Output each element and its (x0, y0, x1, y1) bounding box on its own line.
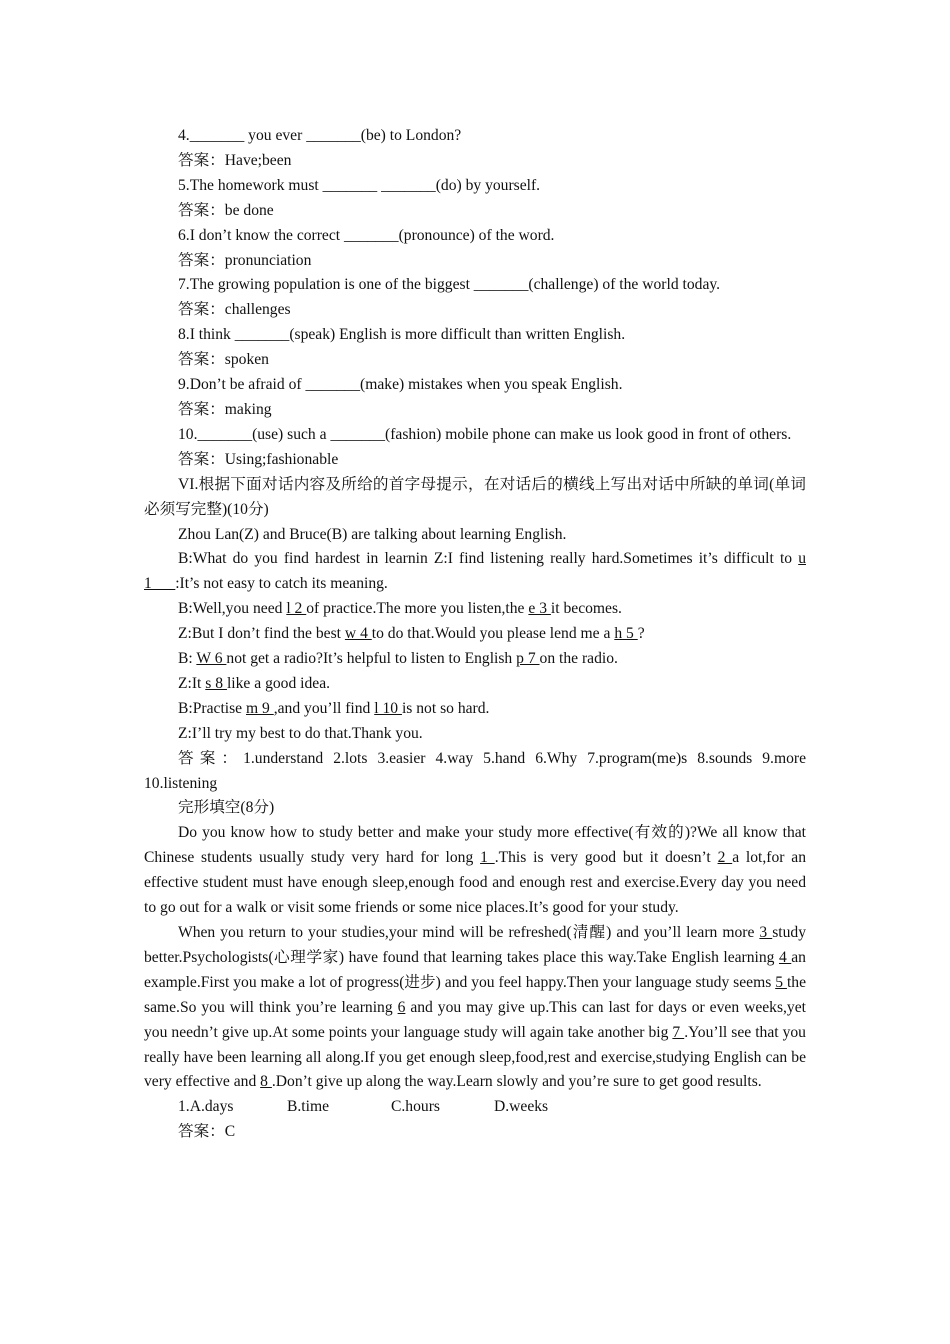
question-6: 6.I don’t know the correct _______(pronounce) of the word. (178, 226, 555, 244)
dialogue-line-7: Z:I’ll try my best to do that.Thank you. (178, 724, 423, 742)
cloze-blank-8: 8 (260, 1073, 272, 1091)
dialogue-text: B:What do you find hardest in learnin Z:I find listening really hard.Sometimes it’s difficult to (178, 550, 799, 568)
cloze-paragraph-2 (144, 921, 806, 1095)
passage-text: .Don’t give up along the way.Learn slowly and you’re sure to get good results. (271, 1073, 762, 1091)
passage-text: an example.First you make a lot of progress(进步) and you feel happy.Then your language study seems (144, 948, 806, 991)
cloze-paragraph-1 (144, 821, 806, 921)
dialogue-text: B: (178, 650, 197, 668)
dialogue-line-2 (144, 597, 806, 622)
dialogue-text: not get a radio?It’s helpful to listen to English (226, 650, 517, 668)
question-8: 8.I think _______(speak) English is more difficult than written English. (178, 326, 626, 344)
dialogue-line-4 (144, 647, 806, 672)
worksheet-page (144, 124, 806, 1145)
passage-text: a lot,for an effective student must have enough sleep,enough food and enough rest and exercise.Every day you need to go out for a walk or visit some friends or some nice places.It’s good for your study. (144, 849, 807, 917)
cloze-blank-3: 3 (759, 924, 773, 941)
dialogue-text: to do that.Would you please lend me a (371, 625, 615, 643)
dialogue-line-6 (144, 697, 806, 722)
blank-1: u 1___ (144, 550, 806, 593)
dialogue-text: B:Well,you need (178, 600, 287, 618)
question-7: 7.The growing population is one of the biggest _______(challenge) of the world today. (178, 276, 721, 294)
cloze-blank-6: 6 (397, 998, 406, 1016)
cloze-blank-2: 2 (717, 849, 733, 867)
blank-8: s 8 (205, 674, 227, 692)
question-5: 5.The homework must _______ _______(do) by yourself. (178, 176, 541, 194)
passage-text: When you return to your studies,your mind will be refreshed(清醒) and you’ll learn more (178, 924, 760, 941)
dialogue-text: B:Practise (178, 699, 246, 717)
cloze-blank-1: 1 (480, 849, 495, 867)
option-d: D.weeks (494, 1098, 549, 1116)
question-10: 10._______(use) such a _______(fashion) mobile phone can make us look good in front of others. (178, 425, 792, 443)
passage-text: Do you know how to study better and make your study more effective(有效的)?We all know that Chinese students usually study very hard for long (144, 824, 806, 867)
dialogue-text: Z:But I don’t find the best (178, 625, 345, 643)
passage-text: .You’ll see that you really have been learning all along.If you get enough sleep,food,rest and exercise,studying English can be very effective and (144, 1023, 806, 1091)
dialogue-text: ,and you’ll find (273, 699, 375, 717)
dialogue-intro: Zhou Lan(Z) and Bruce(B) are talking about learning English. (178, 525, 567, 543)
question-4: 4._______ you ever _______(be) to London? (178, 127, 462, 144)
dialogue-text: like a good idea. (226, 674, 331, 692)
passage-text: the same.So you will think you’re learning (144, 973, 806, 1016)
option-a: 1.A.days (178, 1098, 234, 1116)
dialogue-line-1 (144, 547, 806, 597)
cloze-blank-7: 7 (672, 1023, 685, 1041)
dialogue-text: it becomes. (550, 600, 622, 618)
answer-8: 答案：spoken (178, 351, 269, 369)
section-6-answer: 答案：1.understand 2.lots 3.easier 4.way 5.hand 6.Why 7.program(me)s 8.sounds 9.more 10.listening (144, 749, 806, 792)
dialogue-line-3 (144, 622, 806, 647)
answer-10: 答案：Using;fashionable (178, 450, 339, 468)
dialogue-text: is not so hard. (401, 699, 490, 717)
passage-text: .This is very good but it doesn’t (494, 849, 718, 867)
answer-5: 答案：be done (178, 201, 274, 219)
blank-2: l 2 (286, 600, 307, 618)
answer-9: 答案：making (178, 400, 272, 418)
passage-text: study better.Psychologists(心理学家) have found that learning takes place this way.Take English learning (144, 924, 806, 966)
section-6-heading: VI.根据下面对话内容及所给的首字母提示，在对话后的横线上写出对话中所缺的单词(单词必须写完整)(10分) (144, 475, 806, 518)
dialogue-line-5 (144, 672, 806, 697)
answer-6: 答案：pronunciation (178, 251, 312, 269)
dialogue-text: of practice.The more you listen,the (306, 600, 529, 618)
answer-4: 答案：Have;been (178, 151, 292, 169)
dialogue-text: :It’s not easy to catch its meaning. (175, 575, 388, 593)
blank-3: e 3 (528, 600, 551, 618)
cloze-blank-4: 4 (778, 948, 792, 966)
cloze-question-1-options (144, 1095, 806, 1120)
blank-5: h 5 (614, 625, 638, 643)
cloze-heading: 完形填空(8分) (178, 799, 275, 817)
answer-7: 答案：challenges (178, 301, 291, 319)
dialogue-text: on the radio. (539, 650, 618, 668)
blank-7: p 7 (516, 650, 540, 668)
blank-10: l 10 (374, 699, 402, 717)
blank-4: w 4 (344, 625, 372, 643)
blank-9: m 9 (246, 699, 274, 717)
dialogue-text: Z:It (178, 674, 206, 692)
cloze-question-1-answer: 答案：C (178, 1123, 236, 1141)
cloze-blank-5: 5 (775, 973, 787, 991)
passage-text: and you may give up.This can last for days or even weeks,yet you needn’t give up.At some points your language study will again take another big (144, 998, 806, 1041)
blank-6: W 6 (196, 650, 227, 668)
option-c: C.hours (391, 1098, 440, 1116)
question-9: 9.Don’t be afraid of _______(make) mistakes when you speak English. (178, 376, 623, 394)
dialogue-text: ? (637, 625, 645, 643)
option-b: B.time (287, 1098, 330, 1116)
